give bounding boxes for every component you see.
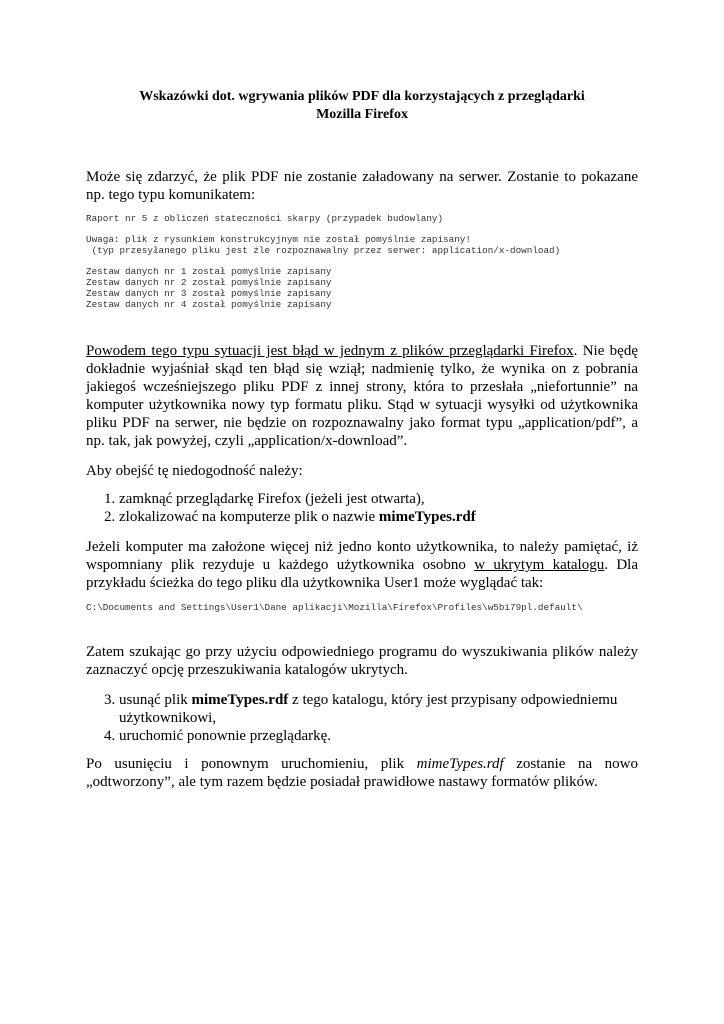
error-message-block — [86, 213, 638, 310]
document-page — [86, 82, 638, 791]
hidden-folder-underlined: w ukrytym katalogu — [474, 557, 605, 573]
message-warning-line-1: Uwaga: plik z rysunkiem konstrukcyjnym nie został pomyślnie zapisany! — [86, 234, 471, 245]
step-1: 1. zamknąć przeglądarkę Firefox (jeżeli jest otwarta), — [119, 490, 638, 508]
steps-list-a — [86, 490, 638, 526]
document-title — [86, 88, 638, 124]
message-dataset-line: Zestaw danych nr 4 został pomyślnie zapisany — [86, 299, 332, 310]
intro-paragraph: Może się zdarzyć, że plik PDF nie zostanie załadowany na serwer. Zostanie to pokazane np. tego typu komunikatem: — [86, 169, 638, 203]
message-dataset-line: Zestaw danych nr 3 został pomyślnie zapisany — [86, 288, 332, 299]
step-4: 4. uruchomić ponownie przeglądarkę. — [119, 727, 638, 745]
filename-italic: mimeTypes.rdf — [416, 756, 504, 772]
message-warning-line-2: (typ przesyłanego pliku jest źle rozpoznawalny przez serwer: application/x-download) — [86, 245, 561, 256]
cause-rest-text: . Nie będę dokładnie wyjaśniał skąd ten błąd się wziął; nadmienię tylko, że wynika on z pobrania jakiegoś wcześniejszego pliku PDF z innej strony, która to przesłała „niefortunnie” na komputer użytkownika nowy typ formatu pliku. Stąd w sytuacji wysyłki od użytkownika pliku PDF na serwer, nie będzie on rozpoznawalny jako format typu „application/pdf”, a np. tak, jak powyżej, czyli „application/x-download”. — [86, 343, 638, 449]
final-paragraph: Po usunięciu i ponownym uruchomieniu, plik mimeTypes.rdf zostanie na nowo „odtworzony”, ale tym razem będzie posiadał prawidłowe nastawy formatów plików. — [86, 756, 638, 790]
steps-intro: Aby obejść tę niedogodność należy: — [86, 463, 303, 479]
step-3: 3. usunąć plik mimeTypes.rdf z tego katalogu, który jest przypisany odpowiedniemu użytkownikowi, — [119, 691, 638, 727]
filename-bold: mimeTypes.rdf — [191, 692, 289, 708]
steps-list-b — [86, 691, 638, 745]
accounts-paragraph: Jeżeli komputer ma założone więcej niż jedno konto użytkownika, to należy pamiętać, iż wspomniany plik rezyduje u każdego użytkownika osobno w ukrytym katalogu. Dla przykładu ścieżka do tego pliku dla użytkownika User1 może wyglądać tak: — [86, 539, 638, 591]
message-dataset-line: Zestaw danych nr 2 został pomyślnie zapisany — [86, 277, 332, 288]
title-line-2: Mozilla Firefox — [316, 107, 408, 122]
filename-bold: mimeTypes.rdf — [378, 509, 476, 525]
message-report-line: Raport nr 5 z obliczeń stateczności skarpy (przypadek budowlany) — [86, 213, 444, 224]
cause-paragraph — [86, 342, 638, 450]
search-paragraph: Zatem szukając go przy użyciu odpowiedniego programu do wyszukiwania plików należy zaznaczyć opcję przeszukiwania katalogów ukrytych. — [86, 644, 638, 678]
message-dataset-line: Zestaw danych nr 1 został pomyślnie zapisany — [86, 266, 332, 277]
step-2: 2. zlokalizować na komputerze plik o nazwie mimeTypes.rdf — [119, 508, 638, 526]
title-line-1: Wskazówki dot. wgrywania plików PDF dla korzystających z przeglądarki — [139, 89, 585, 104]
example-path: C:\Documents and Settings\User1\Dane aplikacji\Mozilla\Firefox\Profiles\w5bi79pl.default\ — [86, 602, 583, 613]
cause-underlined-text: Powodem tego typu sytuacji jest błąd w jednym z plików przeglądarki Firefox — [86, 343, 574, 359]
